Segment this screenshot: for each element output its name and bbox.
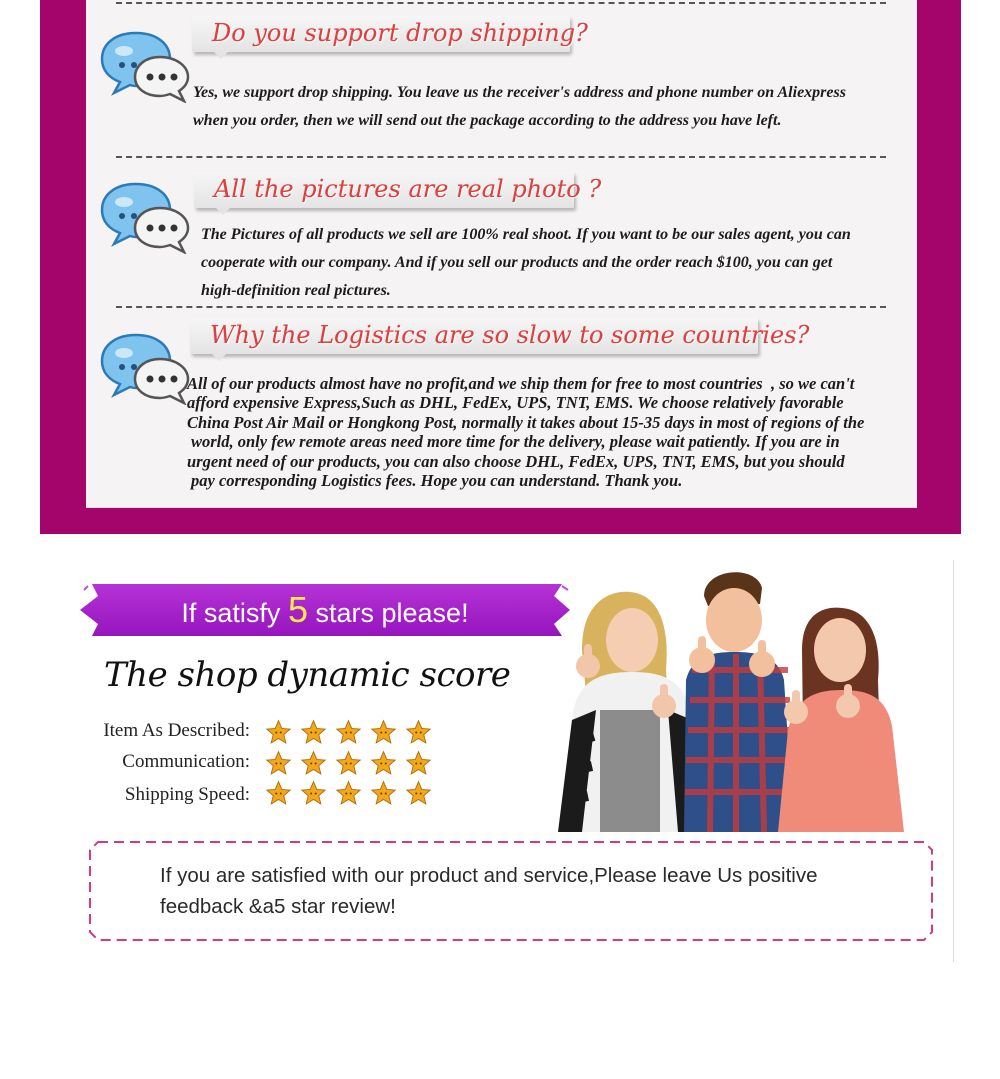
star-icon [335,780,362,807]
star-icon [405,750,432,777]
feedback-line: feedback &a5 star review! [160,895,396,918]
answer-line: world, only few remote areas need more time for the delivery, please wait patiently. If you are in [191,432,840,452]
star-icon [405,780,432,807]
faq-question: Do you support drop shipping? [212,19,588,47]
answer-line: high-definition real pictures. [201,282,391,299]
star-icon [265,750,292,777]
faq-question: All the pictures are real photo ? [214,175,602,203]
star-icon [300,780,327,807]
answer-line: when you order, then we will send out the package according to the address you have left. [193,112,782,129]
star-icon [265,719,292,746]
answer-line: China Post Air Mail or Hongkong Post, normally it takes about 15-35 days in most of regions of the [187,412,865,432]
speech-bubbles-icon [100,29,192,103]
divider [116,156,886,158]
faq-answer [201,221,851,305]
faq-answer [193,79,846,135]
star-rating-communication [265,750,432,778]
ribbon-text [78,584,572,636]
faq-question: Why the Logistics are so slow to some countries? [210,321,810,349]
star-rating-item-described [265,719,432,747]
answer-line: Yes, we support drop shipping. You leave us the receiver's address and phone number on Aliexpress [193,84,846,101]
ribbon-suffix: stars please! [315,598,469,628]
feedback-message [160,860,900,922]
star-icon [405,719,432,746]
answer-line: The Pictures of all products we sell are 100% real shoot. If you want to be our sales agent, you can [201,226,851,243]
divider [116,2,886,4]
star-icon [265,780,292,807]
star-icon [370,719,397,746]
divider [116,306,886,308]
rating-label-item-described: Item As Described: [103,720,250,741]
feedback-line: If you are satisfied with our product and service,Please leave Us positive [160,864,818,887]
question-ribbon [192,16,588,52]
answer-line: urgent need of our products, you can also choose DHL, FedEx, UPS, TNT, EMS, but you should [187,451,845,471]
star-icon [300,750,327,777]
star-icon [370,750,397,777]
thumbs-up-people-image [552,560,914,832]
speech-bubbles-icon [100,331,192,405]
answer-line: cooperate with our company. And if you sell our products and the order reach $100, you can get [201,254,833,271]
star-rating-shipping-speed [265,780,432,808]
question-ribbon [194,172,602,208]
rating-label-communication: Communication: [122,751,250,772]
star-icon [300,719,327,746]
answer-line: afford expensive Express,Such as DHL, FedEx, UPS, TNT, EMS. We choose relatively favorable [187,393,844,413]
faq-answer [187,374,864,490]
star-icon [370,780,397,807]
rating-label-shipping-speed: Shipping Speed: [124,784,250,805]
star-icon [335,719,362,746]
divider [953,560,954,962]
answer-line: pay corresponding Logistics fees. Hope you can understand. Thank you. [191,471,683,491]
ribbon-number: 5 [287,589,308,630]
star-icon [335,750,362,777]
ribbon-prefix: If satisfy [181,598,281,628]
shop-score-title: The shop dynamic score [104,655,511,695]
answer-line: All of our products almost have no profit,and we ship them for free to most countries , so we can't [187,374,855,393]
speech-bubbles-icon [100,180,192,254]
question-ribbon [190,318,810,354]
